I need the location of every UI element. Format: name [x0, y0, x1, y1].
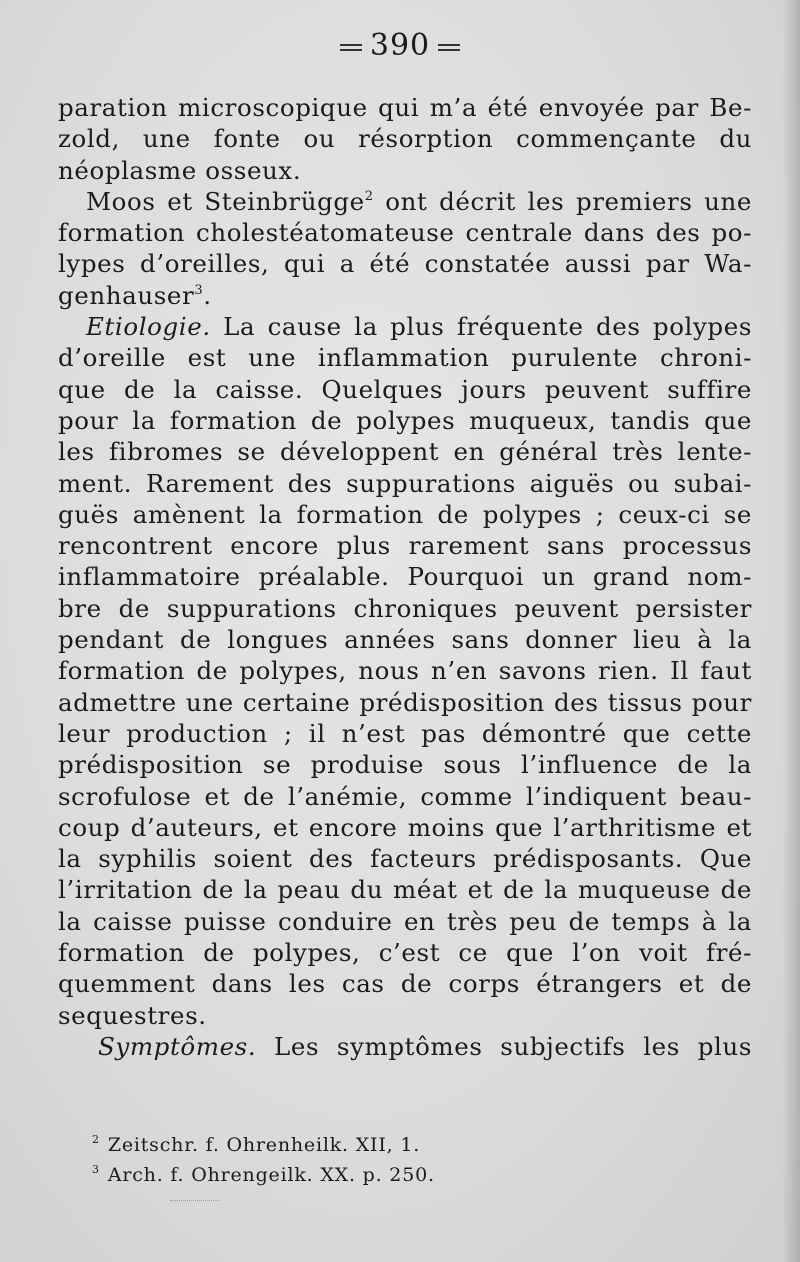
text-line: lypes d’oreilles, qui a été constatée aussi par Wa-: [58, 249, 752, 279]
text-line: [58, 280, 752, 311]
body-text: [58, 92, 752, 1062]
text-line: d’oreille est une inflammation purulente chroni-: [58, 343, 752, 373]
text-line: coup d’auteurs, et encore moins que l’arthritisme et: [58, 812, 752, 842]
text-line: ment. Rarement des suppurations aiguës ou subai-: [58, 468, 752, 498]
text-line: sequestres.: [58, 1000, 207, 1030]
footnote-ref: 3: [194, 282, 204, 298]
text-line: la syphilis soient des facteurs prédisposants. Que: [58, 844, 752, 874]
page-edge-shadow: [782, 0, 800, 1262]
page-number-text: 390: [369, 28, 431, 63]
text-line: néoplasme osseux.: [58, 155, 302, 185]
text-line: leur production ; il n’est pas démontré que cette: [58, 718, 752, 748]
text-line: quemment dans les cas de corps étrangers et de: [58, 969, 752, 999]
section-heading: Etiologie.: [86, 312, 211, 342]
text-segment: Les symptômes subjectifs les plus: [256, 1031, 752, 1061]
page-number-dash-right: [438, 44, 460, 51]
text-line: admettre une certaine prédisposition des tissus pour: [58, 687, 752, 717]
footnote-text: Zeitschr. f. Ohrenheilk. XII, 1.: [107, 1134, 421, 1156]
text-line: zold, une fonte ou résorption commençante du: [58, 124, 752, 154]
text-segment: La cause la plus fréquente des polypes: [210, 312, 752, 342]
text-line: pour la formation de polypes muqueux, tandis que: [58, 405, 752, 435]
section-heading: Symptômes.: [98, 1031, 257, 1061]
text-segment: genhauser: [58, 280, 195, 310]
text-line: inflammatoire préalable. Pourquoi un grand nom-: [58, 562, 752, 592]
footnote-ref: 2: [364, 188, 374, 204]
text-line: bre de suppurations chroniques peuvent persister: [58, 593, 752, 623]
text-line: la caisse puisse conduire en très peu de temps à la: [58, 906, 752, 936]
text-line: pendant de longues années sans donner lieu à la: [58, 625, 752, 655]
footnote-mark: 2: [92, 1133, 100, 1146]
text-line: formation cholestéatomateuse centrale dans des po-: [58, 218, 752, 248]
text-line: [58, 311, 752, 342]
text-line: l’irritation de la peau du méat et de la muqueuse de: [58, 875, 752, 905]
page-number-dash-left: [340, 44, 362, 51]
footnote: [92, 1160, 692, 1190]
text-line: formation de polypes, c’est ce que l’on voit fré-: [58, 938, 752, 968]
footnote: [92, 1130, 692, 1160]
text-line: [58, 186, 752, 217]
text-line: les fibromes se développent en général très lente-: [58, 437, 752, 467]
text-line: que de la caisse. Quelques jours peuvent suffire: [58, 374, 752, 404]
text-segment: Moos et Steinbrügge: [86, 186, 365, 216]
footnote-mark: 3: [92, 1163, 100, 1176]
text-line: rencontrent encore plus rarement sans processus: [58, 531, 752, 561]
ink-smudge: [170, 1200, 220, 1207]
page-number: [0, 28, 800, 63]
text-line: formation de polypes, nous n’en savons rien. Il faut: [58, 656, 752, 686]
text-line: guës amènent la formation de polypes ; ceux-ci se: [58, 499, 752, 529]
text-segment: ont décrit les premiers une: [373, 186, 753, 216]
text-segment: .: [203, 280, 212, 310]
text-line: [58, 1031, 752, 1062]
footnote-text: Arch. f. Ohrengeilk. XX. p. 250.: [107, 1164, 435, 1186]
text-line: prédisposition se produise sous l’influence de la: [58, 750, 752, 780]
text-line: scrofulose et de l’anémie, comme l’indiquent beau-: [58, 781, 752, 811]
text-line: paration microscopique qui m’a été envoyée par Be-: [58, 93, 752, 122]
footnotes: [92, 1130, 692, 1190]
